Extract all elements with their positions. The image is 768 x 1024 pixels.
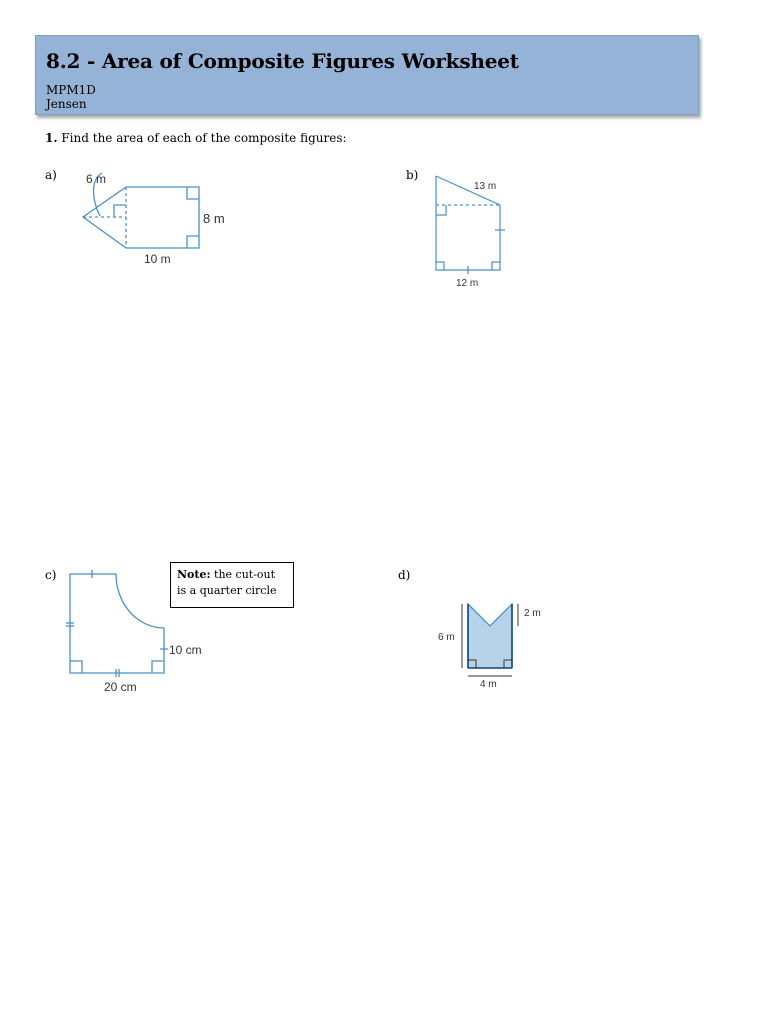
figure-a-label: a) [45, 168, 57, 182]
author-name: Jensen [46, 97, 87, 111]
worksheet-header [35, 35, 699, 115]
figure-c-side-20cm: 20 cm [104, 680, 137, 694]
worksheet-title: 8.2 - Area of Composite Figures Worksheet [46, 49, 519, 73]
figure-d-label: d) [398, 568, 411, 582]
figure-a-side-10m: 10 m [144, 252, 171, 266]
figure-b-label: b) [406, 168, 419, 182]
figure-b-side-13m: 13 m [474, 181, 497, 192]
question-number: 1. [45, 131, 58, 145]
figure-a-side-8m: 8 m [203, 211, 225, 226]
course-code: MPM1D [46, 83, 96, 97]
figure-d [430, 596, 570, 696]
figure-d-side-2m: 2 m [524, 608, 541, 619]
figure-c-side-10cm: 10 cm [169, 643, 202, 657]
figure-b-side-12m: 12 m [456, 278, 479, 289]
note-label: Note: [177, 568, 211, 581]
figure-a [78, 170, 238, 270]
question-1 [45, 131, 347, 145]
figure-d-side-6m: 6 m [438, 632, 455, 643]
question-text: Find the area of each of the composite figures: [61, 131, 347, 145]
figure-a-side-6m: 6 m [86, 172, 107, 186]
note-text: the cut-out is a quarter circle [177, 568, 277, 597]
figure-d-side-4m: 4 m [480, 679, 497, 690]
figure-c-label: c) [45, 568, 57, 582]
figure-b [430, 172, 530, 292]
note-box [170, 562, 294, 608]
